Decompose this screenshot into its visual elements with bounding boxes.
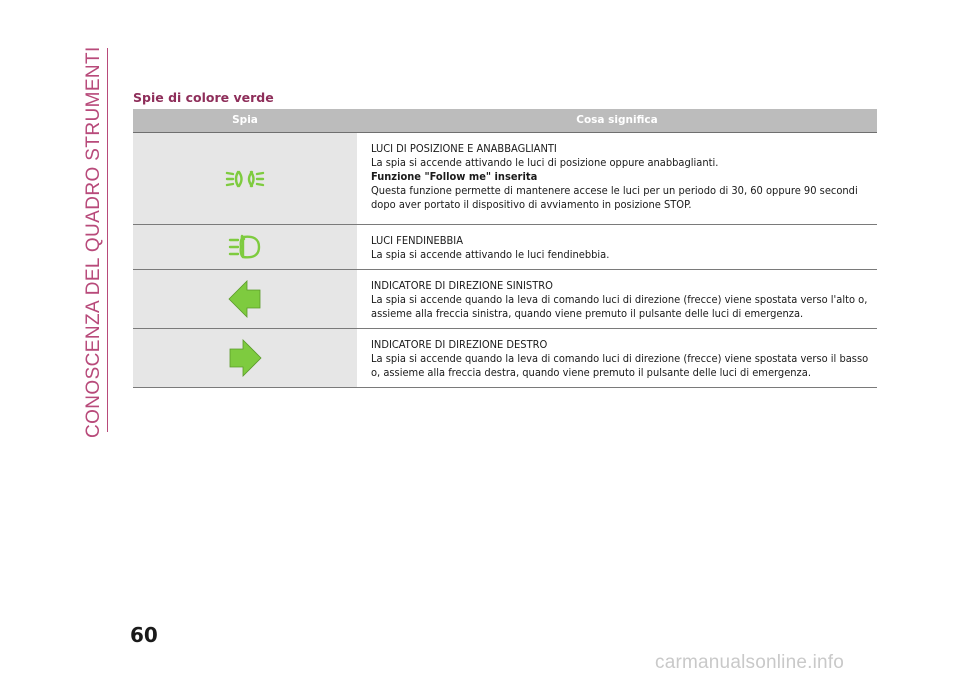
header-spia: Spia: [232, 114, 258, 126]
fog-lights-icon: [227, 234, 263, 260]
right-arrow-icon: [227, 338, 263, 378]
icon-cell: [133, 329, 357, 387]
row-description: La spia si accende attivando le luci fendinebbia.: [371, 248, 610, 261]
icon-cell: [133, 225, 357, 269]
page-number: 60: [130, 623, 158, 647]
header-cosa-significa: Cosa significa: [576, 114, 658, 126]
description-cell: [357, 133, 877, 224]
row-title: INDICATORE DI DIREZIONE DESTRO: [371, 338, 548, 351]
section-title: Spie di colore verde: [133, 90, 274, 105]
table-row: [133, 133, 877, 225]
row-title: INDICATORE DI DIREZIONE SINISTRO: [371, 279, 553, 292]
table-row: [133, 225, 877, 270]
row-description: La spia si accende quando la leva di comando luci di direzione (frecce) viene spostata verso l'alto o, assieme alla freccia sinistra, quando viene premuto il pulsante delle luci di emergenza.: [371, 293, 868, 320]
chapter-title: CONOSCENZA DEL QUADRO STRUMENTI: [83, 46, 104, 438]
table-header: [133, 109, 877, 133]
chapter-divider: [107, 48, 108, 432]
row-title: LUCI FENDINEBBIA: [371, 234, 463, 247]
table-row: [133, 329, 877, 388]
row-description: La spia si accende quando la leva di comando luci di direzione (frecce) viene spostata verso il basso o, assieme alla freccia destra, quando viene premuto il pulsante delle luci di emergenza.: [371, 352, 869, 379]
icon-cell: [133, 270, 357, 328]
watermark: carmanualsonline.info: [655, 652, 845, 673]
icon-cell: [133, 133, 357, 224]
row-title: LUCI DI POSIZIONE E ANABBAGLIANTI: [371, 142, 557, 155]
left-arrow-icon: [227, 279, 263, 319]
row-subdescription: Questa funzione permette di mantenere accese le luci per un periodo di 30, 60 oppure 90 secondi dopo aver portato il dispositivo di avviamento in posizione STOP.: [371, 184, 858, 211]
warning-lights-table: [133, 109, 877, 388]
description-cell: [357, 329, 877, 387]
description-cell: [357, 270, 877, 328]
description-cell: [357, 225, 877, 269]
row-subtitle: Funzione "Follow me" inserita: [371, 170, 538, 183]
table-row: [133, 270, 877, 329]
row-description: La spia si accende attivando le luci di posizione oppure anabbaglianti.: [371, 156, 719, 169]
position-lights-icon: [225, 168, 265, 190]
